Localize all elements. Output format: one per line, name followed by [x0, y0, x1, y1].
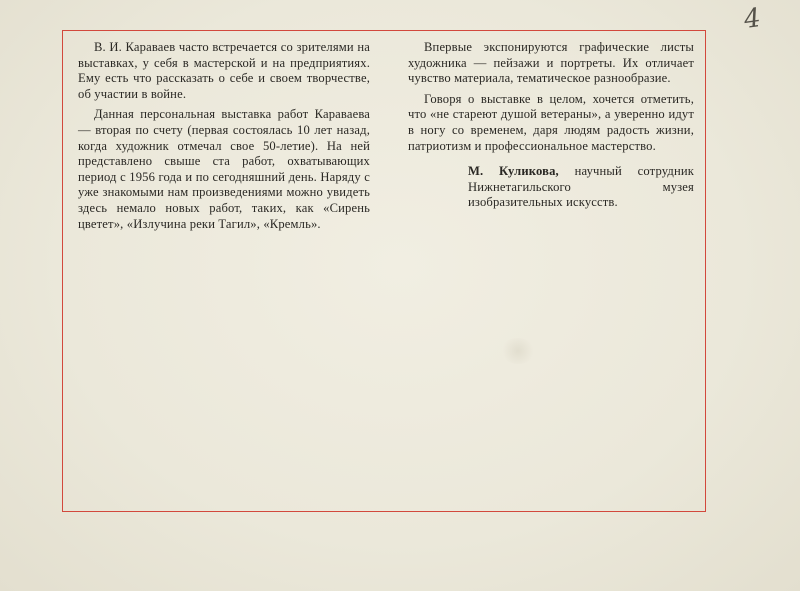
right-text-column — [408, 40, 694, 211]
author-title: научный сотрудник Нижнетагильского музея изобразительных искусств. — [468, 164, 694, 210]
left-paragraph-1: В. И. Караваев часто встречается со зрителями на выставках, у себя в мастерской и на предприятиях. Ему есть что рассказать о себе и своем творчестве, об участии в войне. — [78, 40, 370, 101]
page-number: 4 — [741, 2, 763, 36]
right-paragraph-2: Говоря о выставке в целом, хочется отметить, что «не стареют душой ветераны», а уверенно идут в ногу со временем, даря людям радость жизни, патриотизм и профессиональное мастерство. — [408, 91, 694, 153]
author-name: М. Куликова, — [468, 164, 559, 179]
left-text-column — [78, 40, 370, 237]
left-paragraph-2: Данная персональная выставка работ Караваева — вторая по счету (первая состоялась 10 лет назад, когда художник отмечал свое 50-летие). На ней представлено свыше ста работ, охватывающих период с 1956 года и по сегодняшний день. Наряду с уже знакомыми нам произведениями можно увидеть здесь немало новых работ, таких, как «Сирень цветет», «Излучина реки Тагил», «Кремль». — [78, 107, 370, 231]
right-paragraph-1: Впервые экспонируются графические листы художника — пейзажи и портреты. Их отличает чувство материала, тематическое разнообразие. — [408, 40, 694, 86]
author-signature — [468, 164, 694, 211]
